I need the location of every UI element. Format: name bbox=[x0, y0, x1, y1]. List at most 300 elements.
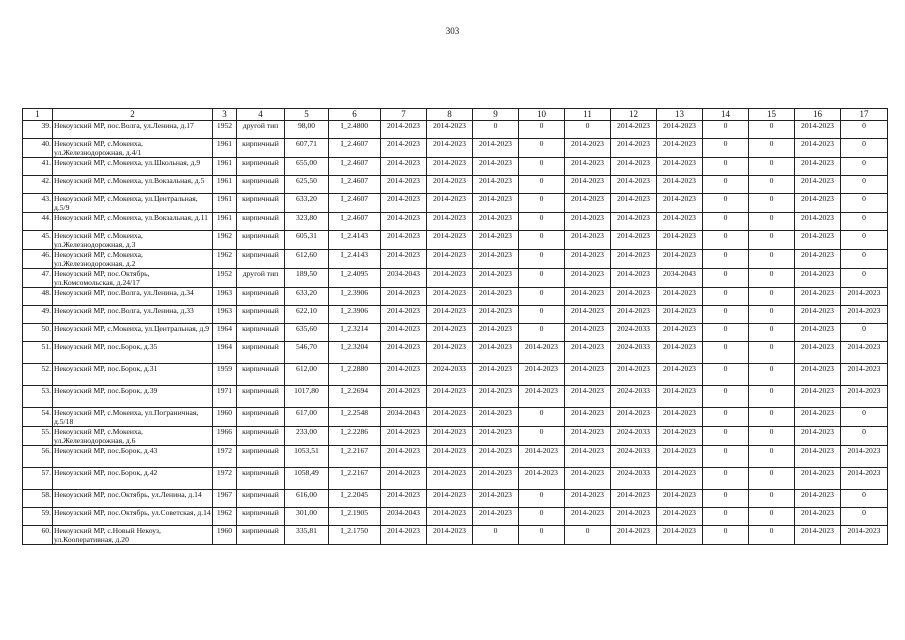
table-cell: 2014-2023 bbox=[473, 288, 519, 306]
table-cell: 233,00 bbox=[285, 427, 329, 446]
table-row bbox=[23, 288, 888, 306]
table-cell: 2014-2023 bbox=[795, 468, 841, 490]
table-cell: 2014-2023 bbox=[657, 408, 703, 427]
address-cell: Некоузский МР, с.Мокеиха, ул.Железнодорожная, д.2 bbox=[53, 250, 213, 269]
table-cell: 2014-2023 bbox=[381, 446, 427, 468]
table-cell: кирпичный bbox=[237, 158, 285, 176]
table-cell: 1972 bbox=[213, 446, 237, 468]
table-cell: 0 bbox=[519, 324, 565, 342]
table-cell: 2014-2023 bbox=[795, 324, 841, 342]
table-cell: 0 bbox=[519, 121, 565, 139]
table-cell: 2014-2023 bbox=[519, 386, 565, 408]
table-cell: 655,00 bbox=[285, 158, 329, 176]
table-cell: 2014-2023 bbox=[565, 427, 611, 446]
table-cell: 2014-2023 bbox=[381, 427, 427, 446]
table-cell: 2014-2023 bbox=[841, 446, 888, 468]
table-cell: 2014-2023 bbox=[565, 490, 611, 508]
table-cell: 2014-2023 bbox=[841, 364, 888, 386]
table-cell: 2014-2023 bbox=[381, 342, 427, 364]
table-cell: 2014-2023 bbox=[565, 408, 611, 427]
table-cell: 622,10 bbox=[285, 306, 329, 324]
row-number-cell: 55. bbox=[23, 427, 53, 446]
table-cell: кирпичный bbox=[237, 526, 285, 545]
table-row bbox=[23, 508, 888, 526]
table-cell: 2014-2023 bbox=[611, 490, 657, 508]
table-cell: 0 bbox=[519, 250, 565, 269]
table-cell: 1960 bbox=[213, 408, 237, 427]
table-cell: 2014-2023 bbox=[473, 269, 519, 288]
table-cell: 2014-2023 bbox=[427, 386, 473, 408]
table-cell: 2014-2023 bbox=[427, 194, 473, 213]
table-cell: 2014-2023 bbox=[427, 508, 473, 526]
table-cell: 1961 bbox=[213, 176, 237, 194]
table-cell: 2014-2023 bbox=[473, 446, 519, 468]
table-cell: 0 bbox=[749, 446, 795, 468]
table-cell: 2014-2023 bbox=[841, 468, 888, 490]
table-cell: 2014-2023 bbox=[565, 176, 611, 194]
table-cell: I_2.3204 bbox=[329, 342, 381, 364]
table-cell: I_2.2286 bbox=[329, 427, 381, 446]
table-row bbox=[23, 231, 888, 250]
table-cell: 2014-2023 bbox=[427, 490, 473, 508]
table-cell: 0 bbox=[749, 213, 795, 231]
table-cell: 0 bbox=[519, 176, 565, 194]
table-cell: 2014-2023 bbox=[795, 139, 841, 158]
table-cell: 2014-2023 bbox=[657, 121, 703, 139]
table-cell: 0 bbox=[841, 490, 888, 508]
table-cell: кирпичный bbox=[237, 176, 285, 194]
table-cell: 2014-2023 bbox=[795, 121, 841, 139]
row-number-cell: 46. bbox=[23, 250, 53, 269]
column-header: 6 bbox=[329, 109, 381, 121]
table-cell: 2014-2023 bbox=[473, 408, 519, 427]
table-cell: 2014-2023 bbox=[381, 386, 427, 408]
column-header: 1 bbox=[23, 109, 53, 121]
table-cell: 2014-2023 bbox=[427, 176, 473, 194]
table-cell: 2014-2023 bbox=[795, 158, 841, 176]
table-cell: 2034-2043 bbox=[657, 269, 703, 288]
table-cell: 2014-2023 bbox=[427, 139, 473, 158]
table-cell: 0 bbox=[473, 526, 519, 545]
row-number-cell: 57. bbox=[23, 468, 53, 490]
table-cell: I_2.3214 bbox=[329, 324, 381, 342]
table-cell: 2014-2023 bbox=[381, 324, 427, 342]
table-cell: другой тип bbox=[237, 121, 285, 139]
table-cell: 0 bbox=[703, 324, 749, 342]
table-cell: 0 bbox=[841, 508, 888, 526]
table-cell: 2014-2023 bbox=[473, 427, 519, 446]
table-cell: 0 bbox=[703, 231, 749, 250]
table-cell: 0 bbox=[749, 306, 795, 324]
table-cell: 2014-2023 bbox=[427, 526, 473, 545]
address-cell: Некоузский МР, пос.Борок, д.42 bbox=[53, 468, 213, 490]
table-cell: I_2.2045 bbox=[329, 490, 381, 508]
table-cell: 0 bbox=[749, 176, 795, 194]
page-number: 303 bbox=[445, 26, 460, 36]
table-cell: I_2.2880 bbox=[329, 364, 381, 386]
table-cell: 2014-2023 bbox=[657, 427, 703, 446]
table-cell: 0 bbox=[749, 364, 795, 386]
table-cell: 2014-2023 bbox=[657, 342, 703, 364]
address-cell: Некоузский МР, с.Новый Некоуз, ул.Кооперативная, д.20 bbox=[53, 526, 213, 545]
table-cell: 2024-2033 bbox=[611, 468, 657, 490]
table-row bbox=[23, 526, 888, 545]
table-cell: 0 bbox=[703, 250, 749, 269]
column-header: 15 bbox=[749, 109, 795, 121]
table-cell: 2014-2023 bbox=[381, 250, 427, 269]
table-cell: 0 bbox=[565, 121, 611, 139]
column-header: 4 bbox=[237, 109, 285, 121]
table-cell: 1952 bbox=[213, 269, 237, 288]
table-cell: 2014-2023 bbox=[795, 269, 841, 288]
table-cell: 2014-2023 bbox=[381, 194, 427, 213]
table-cell: 0 bbox=[703, 490, 749, 508]
table-cell: 2024-2033 bbox=[611, 324, 657, 342]
table-cell: 1964 bbox=[213, 342, 237, 364]
table-cell: I_2.4607 bbox=[329, 194, 381, 213]
table-cell: 335,81 bbox=[285, 526, 329, 545]
table-cell: 2014-2023 bbox=[611, 158, 657, 176]
table-cell: 0 bbox=[473, 121, 519, 139]
table-cell: 0 bbox=[703, 508, 749, 526]
table-cell: 0 bbox=[703, 386, 749, 408]
table-cell: кирпичный bbox=[237, 508, 285, 526]
table-cell: 2014-2023 bbox=[611, 269, 657, 288]
address-cell: Некоузский МР, с.Мокеиха, ул.Вокзальная, д.5 bbox=[53, 176, 213, 194]
table-row bbox=[23, 446, 888, 468]
table-cell: 98,00 bbox=[285, 121, 329, 139]
table-cell: 2014-2023 bbox=[473, 194, 519, 213]
table-cell: 2034-2043 bbox=[381, 408, 427, 427]
table-cell: 0 bbox=[519, 194, 565, 213]
row-number-cell: 50. bbox=[23, 324, 53, 342]
table-cell: другой тип bbox=[237, 269, 285, 288]
table-cell: 1972 bbox=[213, 468, 237, 490]
table-cell: 2014-2023 bbox=[381, 158, 427, 176]
column-header: 7 bbox=[381, 109, 427, 121]
row-number-cell: 53. bbox=[23, 386, 53, 408]
table-cell: 2014-2023 bbox=[611, 306, 657, 324]
table-cell: 0 bbox=[703, 176, 749, 194]
column-header: 5 bbox=[285, 109, 329, 121]
table-cell: 2014-2023 bbox=[657, 446, 703, 468]
table-cell: 0 bbox=[703, 288, 749, 306]
table-cell: кирпичный bbox=[237, 213, 285, 231]
table-cell: 2014-2023 bbox=[841, 288, 888, 306]
table-cell: 612,00 bbox=[285, 364, 329, 386]
table-cell: 2014-2023 bbox=[611, 408, 657, 427]
table-row bbox=[23, 427, 888, 446]
table-cell: кирпичный bbox=[237, 386, 285, 408]
table-cell: 0 bbox=[841, 231, 888, 250]
column-header: 16 bbox=[795, 109, 841, 121]
table-cell: 0 bbox=[703, 446, 749, 468]
table-cell: 2014-2023 bbox=[473, 176, 519, 194]
table-cell: 2014-2023 bbox=[841, 526, 888, 545]
table-cell: 0 bbox=[703, 139, 749, 158]
table-cell: 2014-2023 bbox=[381, 176, 427, 194]
address-cell: Некоузский МР, пос.Борок, д.43 bbox=[53, 446, 213, 468]
table-cell: 1963 bbox=[213, 306, 237, 324]
table-cell: 2014-2023 bbox=[473, 158, 519, 176]
table-cell: 2014-2023 bbox=[381, 139, 427, 158]
table-cell: 2014-2023 bbox=[565, 269, 611, 288]
table-cell: 2014-2023 bbox=[611, 121, 657, 139]
table-cell: 0 bbox=[841, 139, 888, 158]
address-cell: Некоузский МР, пос.Октябрь, ул.Советская, д.14 bbox=[53, 508, 213, 526]
table-cell: 2014-2023 bbox=[795, 194, 841, 213]
table-cell: 0 bbox=[841, 408, 888, 427]
table-cell: 2014-2023 bbox=[565, 508, 611, 526]
table-cell: 1962 bbox=[213, 508, 237, 526]
table-cell: 2014-2023 bbox=[427, 213, 473, 231]
table-cell: 2014-2023 bbox=[473, 324, 519, 342]
table-cell: кирпичный bbox=[237, 468, 285, 490]
table-cell: 2014-2023 bbox=[565, 386, 611, 408]
table-cell: кирпичный bbox=[237, 342, 285, 364]
table-cell: 2014-2023 bbox=[657, 490, 703, 508]
table-cell: 2014-2023 bbox=[473, 386, 519, 408]
table-cell: 1960 bbox=[213, 526, 237, 545]
row-number-cell: 49. bbox=[23, 306, 53, 324]
table-cell: кирпичный bbox=[237, 194, 285, 213]
table-row bbox=[23, 306, 888, 324]
table-cell: 2014-2023 bbox=[381, 490, 427, 508]
address-cell: Некоузский МР, пос.Волга, ул.Ленина, д.17 bbox=[53, 121, 213, 139]
address-cell: Некоузский МР, пос.Борок, д.31 bbox=[53, 364, 213, 386]
table-row bbox=[23, 364, 888, 386]
address-cell: Некоузский МР, с.Мокеиха, ул.Центральная, д.5/9 bbox=[53, 194, 213, 213]
table-cell: 1952 bbox=[213, 121, 237, 139]
table-row bbox=[23, 468, 888, 490]
table-cell: I_2.4143 bbox=[329, 250, 381, 269]
table-cell: 2014-2023 bbox=[795, 176, 841, 194]
table-cell: 2014-2023 bbox=[427, 306, 473, 324]
table-cell: 2014-2023 bbox=[381, 526, 427, 545]
table-cell: 2014-2023 bbox=[841, 386, 888, 408]
table-cell: 2014-2023 bbox=[381, 288, 427, 306]
table-cell: 1967 bbox=[213, 490, 237, 508]
row-number-cell: 60. bbox=[23, 526, 53, 545]
table-cell: 0 bbox=[749, 342, 795, 364]
table-row bbox=[23, 386, 888, 408]
table-cell: 0 bbox=[703, 306, 749, 324]
table-cell: 2014-2023 bbox=[427, 158, 473, 176]
table-cell: 2014-2023 bbox=[795, 508, 841, 526]
table-cell: 2014-2023 bbox=[473, 490, 519, 508]
table-cell: 2014-2023 bbox=[795, 306, 841, 324]
table-cell: 2014-2023 bbox=[795, 231, 841, 250]
table-cell: 546,70 bbox=[285, 342, 329, 364]
table-cell: 301,00 bbox=[285, 508, 329, 526]
table-cell: 0 bbox=[519, 427, 565, 446]
table-row bbox=[23, 342, 888, 364]
address-cell: Некоузский МР, пос.Октябрь, ул.Ленина, д.14 bbox=[53, 490, 213, 508]
table-cell: I_2.4095 bbox=[329, 269, 381, 288]
table-cell: I_2.4143 bbox=[329, 231, 381, 250]
table-cell: 0 bbox=[749, 250, 795, 269]
table-cell: 2014-2023 bbox=[841, 306, 888, 324]
table-cell: 616,00 bbox=[285, 490, 329, 508]
table-cell: 2014-2023 bbox=[427, 408, 473, 427]
table-cell: 1966 bbox=[213, 427, 237, 446]
column-header: 3 bbox=[213, 109, 237, 121]
table-cell: 2014-2023 bbox=[795, 213, 841, 231]
table-cell: 2014-2023 bbox=[611, 213, 657, 231]
table-cell: 2014-2023 bbox=[795, 364, 841, 386]
table-cell: 2014-2023 bbox=[473, 508, 519, 526]
table-cell: 0 bbox=[841, 158, 888, 176]
table-cell: 2014-2023 bbox=[519, 446, 565, 468]
table-cell: 0 bbox=[565, 526, 611, 545]
table-cell: 2014-2023 bbox=[611, 526, 657, 545]
table-cell: I_2.4607 bbox=[329, 176, 381, 194]
table-cell: кирпичный bbox=[237, 250, 285, 269]
table-cell: 2014-2023 bbox=[565, 306, 611, 324]
table-row bbox=[23, 250, 888, 269]
row-number-cell: 47. bbox=[23, 269, 53, 288]
table-cell: 2014-2023 bbox=[565, 158, 611, 176]
table-cell: 2014-2023 bbox=[657, 364, 703, 386]
table-cell: 2014-2023 bbox=[611, 508, 657, 526]
table-cell: 2014-2023 bbox=[611, 250, 657, 269]
table-cell: 2024-2033 bbox=[611, 386, 657, 408]
table-cell: 2014-2023 bbox=[473, 306, 519, 324]
table-row bbox=[23, 121, 888, 139]
table-cell: 2014-2023 bbox=[427, 288, 473, 306]
column-header: 9 bbox=[473, 109, 519, 121]
table-cell: 0 bbox=[841, 121, 888, 139]
column-header: 10 bbox=[519, 109, 565, 121]
row-number-cell: 42. bbox=[23, 176, 53, 194]
table-cell: 2014-2023 bbox=[611, 288, 657, 306]
table-cell: 0 bbox=[519, 508, 565, 526]
table-cell: 0 bbox=[703, 194, 749, 213]
table-cell: 2014-2023 bbox=[427, 121, 473, 139]
table-cell: 0 bbox=[841, 324, 888, 342]
address-cell: Некоузский МР, с.Мокеиха, ул.Центральная, д.9 bbox=[53, 324, 213, 342]
column-header: 8 bbox=[427, 109, 473, 121]
table-cell: 2014-2023 bbox=[565, 250, 611, 269]
table-cell: 2034-2043 bbox=[381, 508, 427, 526]
table-cell: 0 bbox=[841, 427, 888, 446]
table-cell: 0 bbox=[749, 526, 795, 545]
table-cell: I_2.2167 bbox=[329, 468, 381, 490]
address-cell: Некоузский МР, с.Мокеиха, ул.Железнодорожная, д.6 bbox=[53, 427, 213, 446]
table-row bbox=[23, 158, 888, 176]
housing-table bbox=[22, 108, 888, 545]
table-cell: 0 bbox=[841, 194, 888, 213]
address-cell: Некоузский МР, пос.Борок, д.39 bbox=[53, 386, 213, 408]
column-header: 11 bbox=[565, 109, 611, 121]
table-cell: 607,71 bbox=[285, 139, 329, 158]
table-cell: I_2.4607 bbox=[329, 139, 381, 158]
table-row bbox=[23, 490, 888, 508]
table-cell: I_2.3906 bbox=[329, 288, 381, 306]
table-row bbox=[23, 324, 888, 342]
address-cell: Некоузский МР, с.Мокеиха, ул.Вокзальная, д.11 bbox=[53, 213, 213, 231]
table-row bbox=[23, 269, 888, 288]
table-row bbox=[23, 176, 888, 194]
table-cell: 2024-2033 bbox=[427, 364, 473, 386]
row-number-cell: 45. bbox=[23, 231, 53, 250]
table-cell: 0 bbox=[519, 213, 565, 231]
table-cell: 0 bbox=[703, 408, 749, 427]
row-number-cell: 48. bbox=[23, 288, 53, 306]
address-cell: Некоузский МР, пос.Борок, д.35 bbox=[53, 342, 213, 364]
table-cell: 2014-2023 bbox=[611, 364, 657, 386]
table-cell: 2024-2033 bbox=[611, 342, 657, 364]
table-cell: 0 bbox=[841, 213, 888, 231]
table-cell: 2014-2023 bbox=[473, 231, 519, 250]
address-cell: Некоузский МР, с.Мокеиха, ул.Пограничная, д.5/18 bbox=[53, 408, 213, 427]
table-cell: 0 bbox=[519, 158, 565, 176]
table-cell: 1058,49 bbox=[285, 468, 329, 490]
row-number-cell: 59. bbox=[23, 508, 53, 526]
table-cell: 2014-2023 bbox=[795, 250, 841, 269]
table-cell: 0 bbox=[519, 288, 565, 306]
table-cell: 2014-2023 bbox=[519, 468, 565, 490]
table-cell: 1961 bbox=[213, 158, 237, 176]
table-cell: 0 bbox=[749, 194, 795, 213]
table-cell: 2014-2023 bbox=[657, 250, 703, 269]
table-cell: 2014-2023 bbox=[381, 213, 427, 231]
table-cell: 0 bbox=[519, 139, 565, 158]
table-cell: I_2.4607 bbox=[329, 213, 381, 231]
table-cell: 0 bbox=[749, 121, 795, 139]
table-cell: 0 bbox=[703, 526, 749, 545]
table-cell: 2014-2023 bbox=[795, 490, 841, 508]
table-cell: 2024-2033 bbox=[611, 446, 657, 468]
table-cell: 2014-2023 bbox=[657, 194, 703, 213]
table-cell: 2014-2023 bbox=[381, 231, 427, 250]
table-cell: 2014-2023 bbox=[427, 231, 473, 250]
table-cell: 2014-2023 bbox=[657, 176, 703, 194]
table-cell: 323,80 bbox=[285, 213, 329, 231]
table-cell: 1961 bbox=[213, 213, 237, 231]
table-cell: 605,31 bbox=[285, 231, 329, 250]
table-cell: 617,00 bbox=[285, 408, 329, 427]
table-cell: 2014-2023 bbox=[565, 324, 611, 342]
table-cell: 0 bbox=[703, 213, 749, 231]
table-cell: 2014-2023 bbox=[611, 231, 657, 250]
table-cell: 189,50 bbox=[285, 269, 329, 288]
table-cell: 0 bbox=[703, 364, 749, 386]
table-cell: 2014-2023 bbox=[565, 364, 611, 386]
table-cell: кирпичный bbox=[237, 288, 285, 306]
table-cell: 2014-2023 bbox=[473, 342, 519, 364]
column-header: 12 bbox=[611, 109, 657, 121]
table-cell: 2014-2023 bbox=[427, 446, 473, 468]
row-number-cell: 51. bbox=[23, 342, 53, 364]
table-cell: 1053,51 bbox=[285, 446, 329, 468]
table-cell: I_2.2548 bbox=[329, 408, 381, 427]
table-cell: 1959 bbox=[213, 364, 237, 386]
table-cell: кирпичный bbox=[237, 139, 285, 158]
row-number-cell: 56. bbox=[23, 446, 53, 468]
table-cell: 2014-2023 bbox=[657, 306, 703, 324]
table-cell: 2014-2023 bbox=[657, 386, 703, 408]
table-cell: I_2.3906 bbox=[329, 306, 381, 324]
table-cell: 0 bbox=[519, 269, 565, 288]
column-header: 2 bbox=[53, 109, 213, 121]
table-cell: 2014-2023 bbox=[657, 324, 703, 342]
table-cell: 0 bbox=[519, 231, 565, 250]
table-cell: 2014-2023 bbox=[841, 342, 888, 364]
table-cell: 2014-2023 bbox=[611, 176, 657, 194]
row-number-cell: 54. bbox=[23, 408, 53, 427]
table-cell: 2014-2023 bbox=[565, 342, 611, 364]
